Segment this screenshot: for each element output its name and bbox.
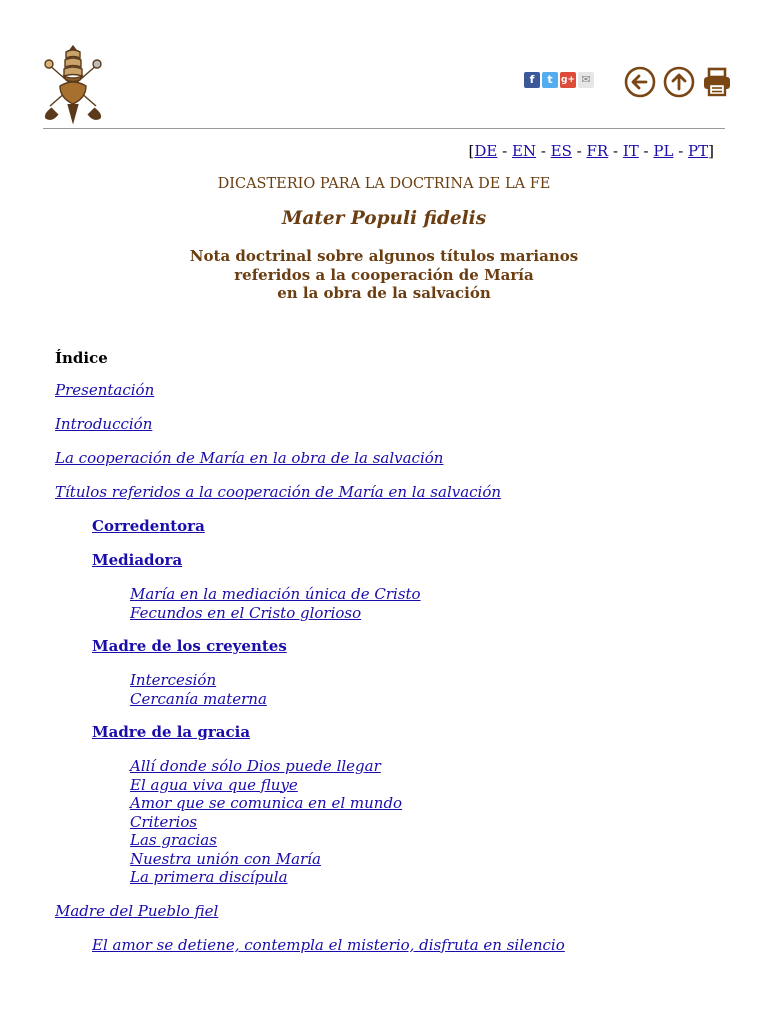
print-icon[interactable] <box>702 66 732 98</box>
lang-link-pt[interactable]: PT <box>688 142 709 160</box>
lang-link-it[interactable]: IT <box>622 142 639 160</box>
toc-link-titulos[interactable]: Títulos referidos a la cooperación de María en la salvación <box>55 483 502 501</box>
toc-link-mediacion-unica[interactable]: María en la mediación única de Cristo <box>130 585 421 603</box>
lang-link-fr[interactable]: FR <box>586 142 609 160</box>
language-selector <box>469 142 714 160</box>
toc-link-madre-pueblo[interactable]: Madre del Pueblo fiel <box>55 901 219 920</box>
page-nav-icons <box>624 66 734 98</box>
toc-subgroup <box>130 757 735 887</box>
toc-subgroup <box>130 585 735 622</box>
toc-item <box>55 483 735 502</box>
document-subtitle <box>0 247 768 303</box>
toc-link-amor-silencio[interactable]: El amor se detiene, contempla el misterio, disfruta en silencio <box>92 935 565 954</box>
lang-link-de[interactable]: DE <box>474 142 498 160</box>
lang-sep: - <box>497 142 512 160</box>
toc-heading: Índice <box>55 349 108 367</box>
toc-link-intercesion[interactable]: Intercesión <box>130 671 217 689</box>
googleplus-share-icon[interactable]: g+ <box>560 72 576 88</box>
toc-item <box>55 902 735 921</box>
toc-link-cooperacion[interactable]: La cooperación de María en la obra de la salvación <box>55 449 444 467</box>
page-header <box>0 0 768 132</box>
toc-item <box>92 723 735 742</box>
toc-link-primera-discipula[interactable]: La primera discípula <box>130 868 288 886</box>
subtitle-line: en la obra de la salvación <box>277 284 491 302</box>
social-share-bar <box>524 72 596 90</box>
table-of-contents <box>55 349 735 970</box>
lang-sep: - <box>571 142 587 160</box>
document-title: Mater Populi fidelis <box>281 208 487 229</box>
lang-sep: - <box>608 142 623 160</box>
lang-sep: - <box>673 142 689 160</box>
lang-link-en[interactable]: EN <box>511 142 537 160</box>
email-share-icon[interactable]: ✉ <box>578 72 594 88</box>
up-arrow-icon[interactable] <box>663 66 695 98</box>
back-arrow-icon[interactable] <box>624 66 656 98</box>
toc-subgroup <box>130 671 735 708</box>
toc-link-cercania[interactable]: Cercanía materna <box>130 689 267 708</box>
lang-link-es[interactable]: ES <box>550 142 572 160</box>
lang-sep: - <box>638 142 654 160</box>
lang-sep: - <box>536 142 551 160</box>
toc-link-gracias[interactable]: Las gracias <box>130 831 217 849</box>
toc-link-union-maria[interactable]: Nuestra unión con María <box>130 849 321 868</box>
toc-link-introduccion[interactable]: Introducción <box>55 415 153 433</box>
dicastery-name: DICASTERIO PARA LA DOCTRINA DE LA FE <box>217 176 551 192</box>
papal-crest-logo[interactable] <box>40 42 106 124</box>
subtitle-line: referidos a la cooperación de María <box>234 265 534 284</box>
toc-link-madre-creyentes[interactable]: Madre de los creyentes <box>92 637 287 655</box>
toc-item <box>92 936 735 955</box>
header-divider <box>43 128 725 129</box>
facebook-share-icon[interactable]: f <box>524 72 540 88</box>
subtitle-line: Nota doctrinal sobre algunos títulos marianos <box>189 247 579 265</box>
toc-item <box>92 517 735 536</box>
toc-link-presentacion[interactable]: Presentación <box>55 381 155 399</box>
lang-link-pl[interactable]: PL <box>653 142 674 160</box>
twitter-share-icon[interactable]: t <box>542 72 558 88</box>
toc-item <box>55 381 735 400</box>
toc-item <box>92 551 735 570</box>
toc-link-corredentora[interactable]: Corredentora <box>92 517 205 535</box>
toc-link-agua-viva[interactable]: El agua viva que fluye <box>130 775 298 794</box>
toc-link-fecundos[interactable]: Fecundos en el Cristo glorioso <box>130 603 362 622</box>
lang-bracket-close: ] <box>708 142 714 160</box>
toc-item <box>55 449 735 468</box>
toc-link-mediadora[interactable]: Mediadora <box>92 551 183 569</box>
toc-link-madre-gracia[interactable]: Madre de la gracia <box>92 723 251 741</box>
toc-item <box>55 415 735 434</box>
toc-link-alli-donde[interactable]: Allí donde sólo Dios puede llegar <box>130 757 381 775</box>
toc-link-criterios[interactable]: Criterios <box>130 812 198 831</box>
toc-item <box>92 637 735 656</box>
toc-link-amor-comunica[interactable]: Amor que se comunica en el mundo <box>130 794 403 812</box>
lang-bracket-open: [ <box>468 142 475 160</box>
